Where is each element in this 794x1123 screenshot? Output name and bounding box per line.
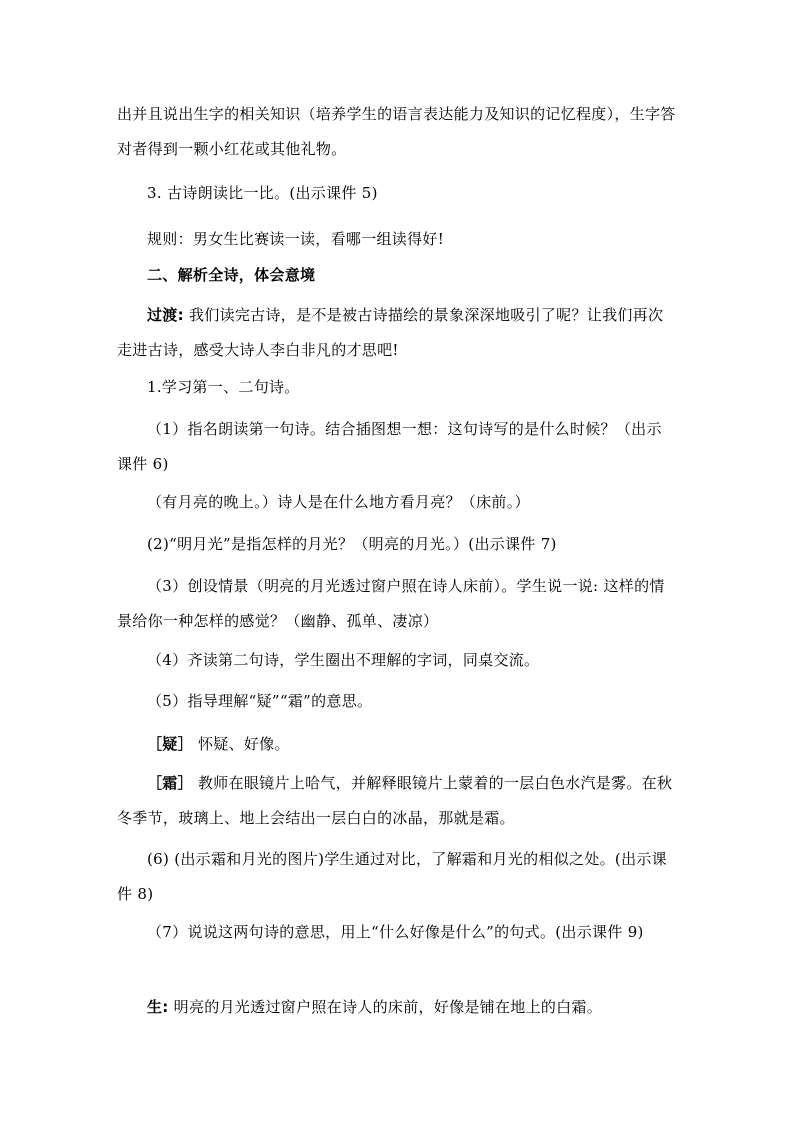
transition-label: 过渡:	[147, 306, 184, 324]
student-label: 生:	[147, 998, 169, 1016]
paragraph-step-4: （4）齐读第二句诗，学生圈出不理解的字词，同桌交流。	[147, 651, 540, 669]
paragraph-step-5: （5）指导理解“疑”“霜”的意思。	[147, 692, 373, 710]
paragraph-step-6: (6) (出示霜和月光的图片)学生通过对比，了解霜和月光的相似之处。(出示课件 8)	[117, 850, 667, 903]
definition-shuang-text: 教师在眼镜片上哈气，并解释眼镜片上蒙着的一层白色水汽是雾。在秋冬季节，玻璃上、地上会结出一层白白的冰晶，那就是霜。	[117, 774, 673, 827]
student-answer-text: 明亮的月光透过窗户照在诗人的床前，好像是铺在地上的白霜。	[168, 998, 603, 1016]
paragraph-answer-1: （有月亮的晚上。）诗人是在什么地方看月亮？（床前。）	[147, 493, 530, 511]
paragraph-rules: 规则：男女生比赛读一读，看哪一组读得好!	[147, 230, 445, 248]
definition-yi-label: ［疑］	[147, 735, 193, 753]
paragraph-step-2: (2)“明月光”是指怎样的月光？（明亮的月光。）(出示课件 7)	[147, 535, 557, 553]
paragraph-study-lines: 1.学习第一、二句诗。	[147, 378, 300, 396]
definition-yi-text: 怀疑、好像。	[192, 735, 290, 753]
paragraph-definition-shuang	[117, 766, 677, 836]
paragraph-poem-reading-contest: 3. 古诗朗读比一比。(出示课件 5)	[147, 184, 378, 202]
paragraph-step-3: （3）创设情景（明亮的月光透过窗户照在诗人床前）。学生说一说: 这样的情景给你一种怎样的感觉？（幽静、孤单、凄凉）	[117, 577, 665, 630]
paragraph-intro-continuation: 出并且说出生字的相关知识（培养学生的语言表达能力及知识的记忆程度），生字答对者得到一颗小红花或其他礼物。	[117, 105, 676, 158]
paragraph-step-1: （1）指名朗读第一句诗。结合插图想一想：这句诗写的是什么时候？（出示课件 6)	[117, 420, 662, 473]
paragraph-definition-yi	[117, 727, 677, 762]
transition-text: 我们读完古诗，是不是被古诗描绘的景象深深地吸引了呢？让我们再次走进古诗，感受大诗人李白非凡的才思吧!	[117, 306, 664, 359]
paragraph-step-7: （7）说说这两句诗的意思，用上“什么好像是什么”的句式。(出示课件 9)	[147, 923, 644, 941]
section-heading-analysis: 二、解析全诗，体会意境	[147, 266, 316, 284]
paragraph-student-answer	[117, 990, 677, 1025]
paragraph-transition	[117, 298, 677, 368]
definition-shuang-label: ［霜］	[147, 774, 193, 792]
